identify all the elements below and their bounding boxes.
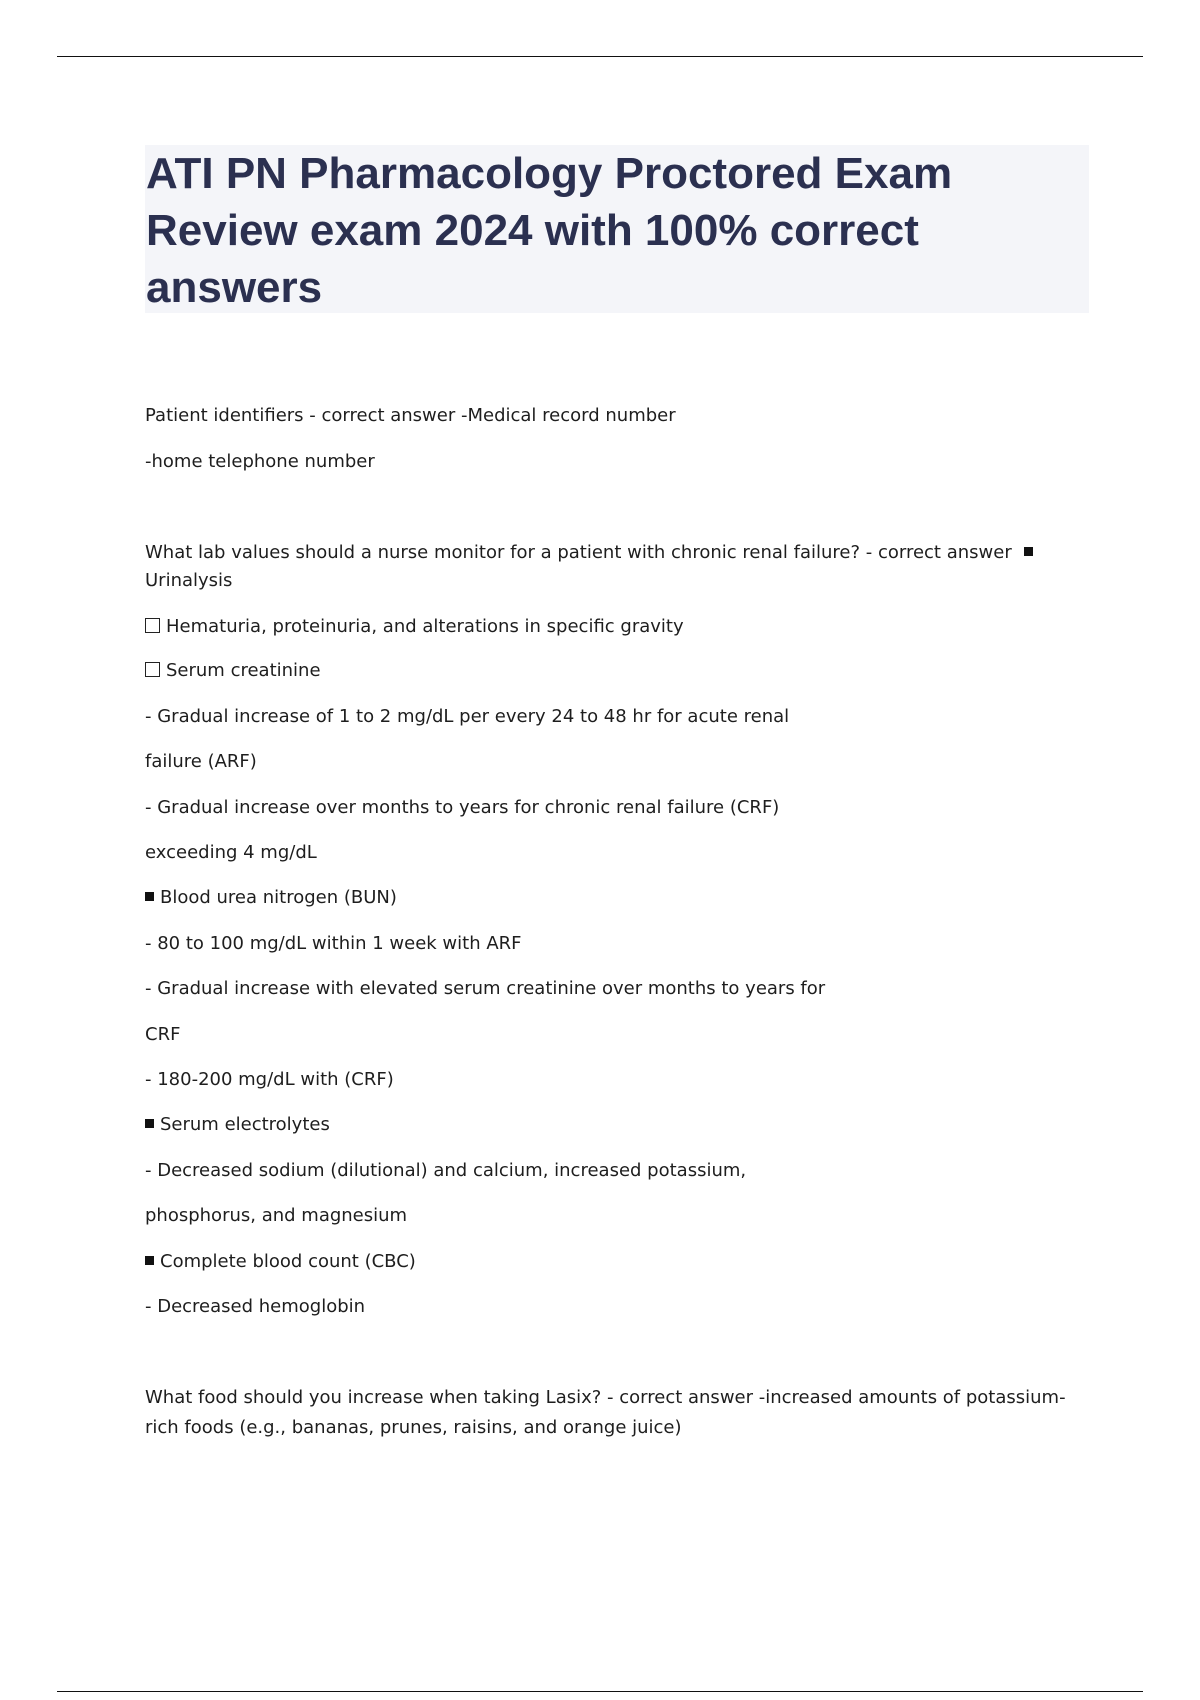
bullet-square-icon <box>145 1256 154 1265</box>
bullet-square-icon <box>145 892 154 901</box>
qa-2-item: CRF <box>145 1024 181 1045</box>
qa-2-question-cont: Urinalysis <box>145 570 233 591</box>
qa-2-item <box>145 1110 330 1140</box>
qa-2-item <box>145 612 684 642</box>
qa-2-question <box>145 538 1033 568</box>
qa-1-line-1: -home telephone number <box>145 451 375 472</box>
qa-2-item-text: Blood urea nitrogen (BUN) <box>160 887 397 908</box>
qa-2-item: - Decreased sodium (dilutional) and calcium, increased potassium, <box>145 1160 747 1181</box>
qa-2-item: - 180-200 mg/dL with (CRF) <box>145 1069 394 1090</box>
qa-2-item: - 80 to 100 mg/dL within 1 week with ARF <box>145 933 522 954</box>
qa-1-question: Patient identifiers - correct answer -Medical record number <box>145 405 676 426</box>
qa-3-question: What food should you increase when taking Lasix? - correct answer -increased amounts of potassium-rich foods (e.g., bananas, prunes, raisins, and orange juice) <box>145 1387 1066 1438</box>
bottom-divider <box>57 1691 1143 1692</box>
qa-2-item <box>145 883 397 913</box>
qa-2-item: - Gradual increase of 1 to 2 mg/dL per every 24 to 48 hr for acute renal <box>145 706 790 727</box>
qa-2-item: exceeding 4 mg/dL <box>145 842 317 863</box>
qa-2-item-text: Complete blood count (CBC) <box>160 1251 416 1272</box>
qa-2-item-text: Serum creatinine <box>166 660 321 681</box>
checkbox-icon <box>145 662 160 677</box>
qa-2-item: - Gradual increase with elevated serum creatinine over months to years for <box>145 978 826 999</box>
top-divider <box>57 56 1143 57</box>
qa-2-item: - Gradual increase over months to years for chronic renal failure (CRF) <box>145 797 780 818</box>
qa-2-question-text: What lab values should a nurse monitor for a patient with chronic renal failure? - correct answer <box>145 542 1012 563</box>
qa-2-item: phosphorus, and magnesium <box>145 1205 408 1226</box>
qa-2-item-text: Serum electrolytes <box>160 1114 330 1135</box>
qa-2-item <box>145 1247 416 1277</box>
title-banner <box>145 145 1089 313</box>
bullet-square-icon <box>1024 547 1033 556</box>
checkbox-icon <box>145 618 160 633</box>
qa-2-item: - Decreased hemoglobin <box>145 1296 366 1317</box>
qa-2-item <box>145 656 321 686</box>
qa-2-item-text: Hematuria, proteinuria, and alterations in specific gravity <box>166 616 684 637</box>
qa-2-item: failure (ARF) <box>145 751 257 772</box>
document-title: ATI PN Pharmacology Proctored Exam Review exam 2024 with 100% correct answers <box>146 149 953 312</box>
bullet-square-icon <box>145 1119 154 1128</box>
